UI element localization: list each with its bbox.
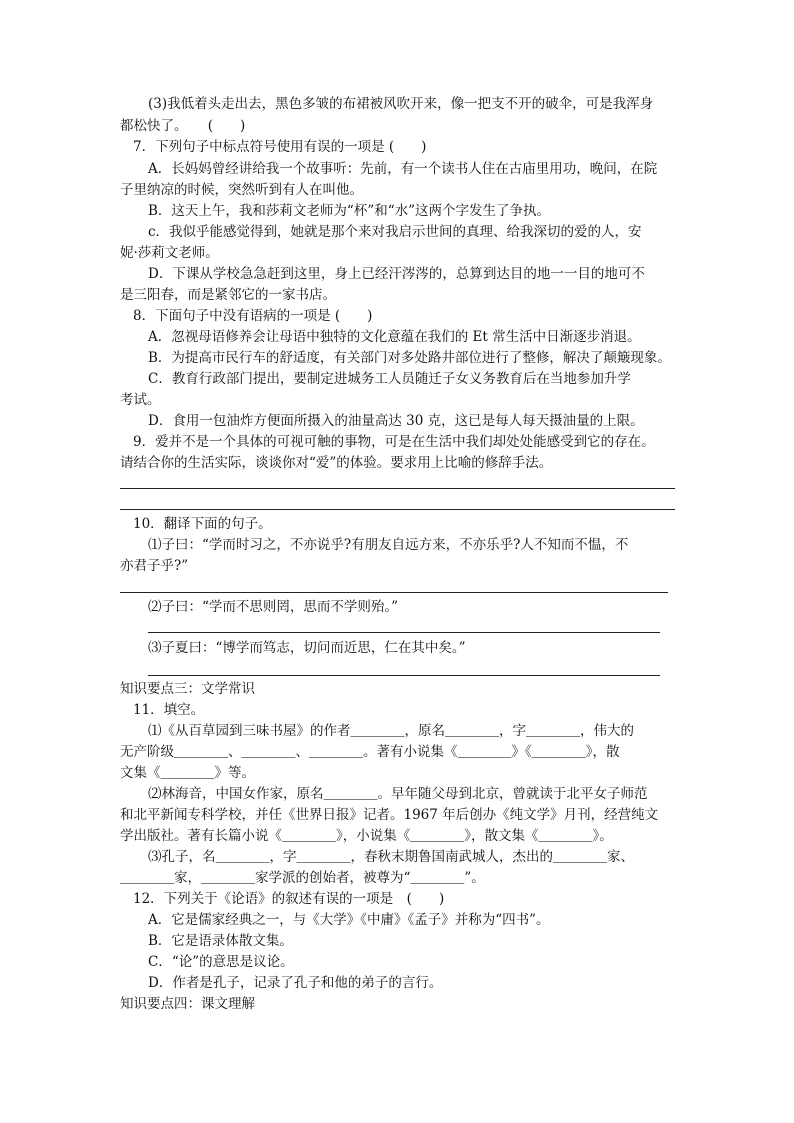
section-heading: 知识要点四：课文理解 [120, 996, 255, 1012]
text-line: 10．翻译下面的句子。 [133, 516, 272, 532]
text-line: 11．填空。 [133, 702, 205, 718]
answer-line [148, 632, 660, 633]
text-line: D．作者是孔子，记录了孔子和他的弟子的言行。 [148, 975, 443, 991]
text-line: 妮·莎莉文老师。 [120, 245, 219, 261]
text-line: c．我似乎能感觉得到，她就是那个来对我启示世间的真理、给我深切的爱的人，安 [148, 224, 642, 240]
text-line: 学出版社。著有长篇小说《＿＿＿＿》，小说集《＿＿＿＿》，散文集《＿＿＿＿》。 [120, 828, 613, 844]
section-heading: 知识要点三：文学常识 [120, 681, 255, 697]
text-line: B．为提高市民行车的舒适度，有关部门对多处路井部位进行了整修，解决了颠簸现象。 [148, 350, 671, 366]
text-line: C．教育行政部门提出，要制定进城务工人员随迁子女义务教育后在当地参加升学 [148, 371, 631, 387]
text-line: 12．下列关于《论语》的叙述有误的一项是 ( ) [133, 891, 445, 907]
text-line: D．食用一包油炸方便面所摄入的油量高达 30 克，这已是每人每天摄油量的上限。 [148, 413, 644, 429]
text-line: 考试。 [120, 392, 161, 408]
text-line: ⑵林海音，中国女作家，原名＿＿＿＿。早年随父母到北京，曾就读于北平女子师范 [148, 786, 648, 802]
answer-line [120, 509, 675, 510]
text-line: 请结合你的生活实际，谈谈你对“爱”的体验。要求用上比喻的修辞手法。 [120, 455, 553, 471]
text-line: 无产阶级＿＿＿＿、＿＿＿＿、＿＿＿＿。著有小说集《＿＿＿＿》《＿＿＿＿》，散 [120, 744, 620, 760]
text-line: (3)我低着头走出去，黑色多皱的布裙被风吹开来，像一把支不开的破伞，可是我浑身 [148, 96, 654, 112]
text-line: B．它是语录体散文集。 [148, 933, 293, 949]
text-line: A．忽视母语修养会让母语中独特的文化意蕴在我们的 Et 常生活中日渐逐步消退。 [148, 329, 641, 345]
text-line: 和北平新闻专科学校，并任《世界日报》记者。1967 年后创办《纯文学》月刊，经营纯文 [120, 807, 659, 823]
answer-line [120, 592, 668, 593]
text-line: B．这天上午，我和莎莉文老师为“杯”和“水”这两个字发生了争执。 [148, 203, 551, 219]
text-line: 8．下面句子中没有语病的一项是 ( ) [133, 308, 373, 324]
text-line: D．下课从学校急急赶到这里，身上已经汗涔涔的，总算到达目的地一一目的地可不 [148, 266, 645, 282]
text-line: 9．爱并不是一个具体的可视可触的事物，可是在生活中我们却处处能感受到它的存在。 [133, 434, 655, 450]
answer-line [148, 675, 660, 676]
text-line: 亦君子乎?” [120, 558, 189, 574]
text-line: 7．下列句子中标点符号使用有误的一项是 ( ) [133, 139, 427, 155]
text-line: 是三阳春，而是紧邻它的一家书店。 [120, 287, 336, 303]
text-line: C．“论”的意思是议论。 [148, 954, 294, 970]
text-line: 文集《＿＿＿＿》等。 [120, 765, 255, 781]
text-line: 都松快了。 ( ) [120, 118, 246, 134]
text-line: ⑵子曰：“学而不思则罔，思而不学则殆。” [148, 599, 399, 615]
text-line: A．长妈妈曾经讲给我一个故事听：先前，有一个读书人住在古庙里用功，晚问，在院 [148, 161, 658, 177]
text-line: 子里纳凉的时候，突然听到有人在叫他。 [120, 182, 363, 198]
text-line: ⑶子夏曰：“博学而笃志，切问而近思，仁在其中矣。” [148, 640, 466, 656]
text-line: ⑴《从百草园到三味书屋》的作者＿＿＿＿，原名＿＿＿＿，字＿＿＿＿，伟大的 [148, 723, 634, 739]
text-line: ⑴子曰：“学而时习之，不亦说乎?有朋友自远方来，不亦乐乎?人不知而不愠，不 [148, 537, 629, 553]
answer-line [120, 488, 675, 489]
text-line: ⑶孔子，名＿＿＿＿，字＿＿＿＿，春秋末期鲁国南武城人，杰出的＿＿＿＿家、 [148, 849, 634, 865]
text-line: A．它是儒家经典之一，与《大学》《中庸》《孟子》并称为“四书”。 [148, 912, 550, 928]
text-line: ＿＿＿＿家，＿＿＿＿家学派的创始者，被尊为“＿＿＿＿”。 [120, 870, 485, 886]
